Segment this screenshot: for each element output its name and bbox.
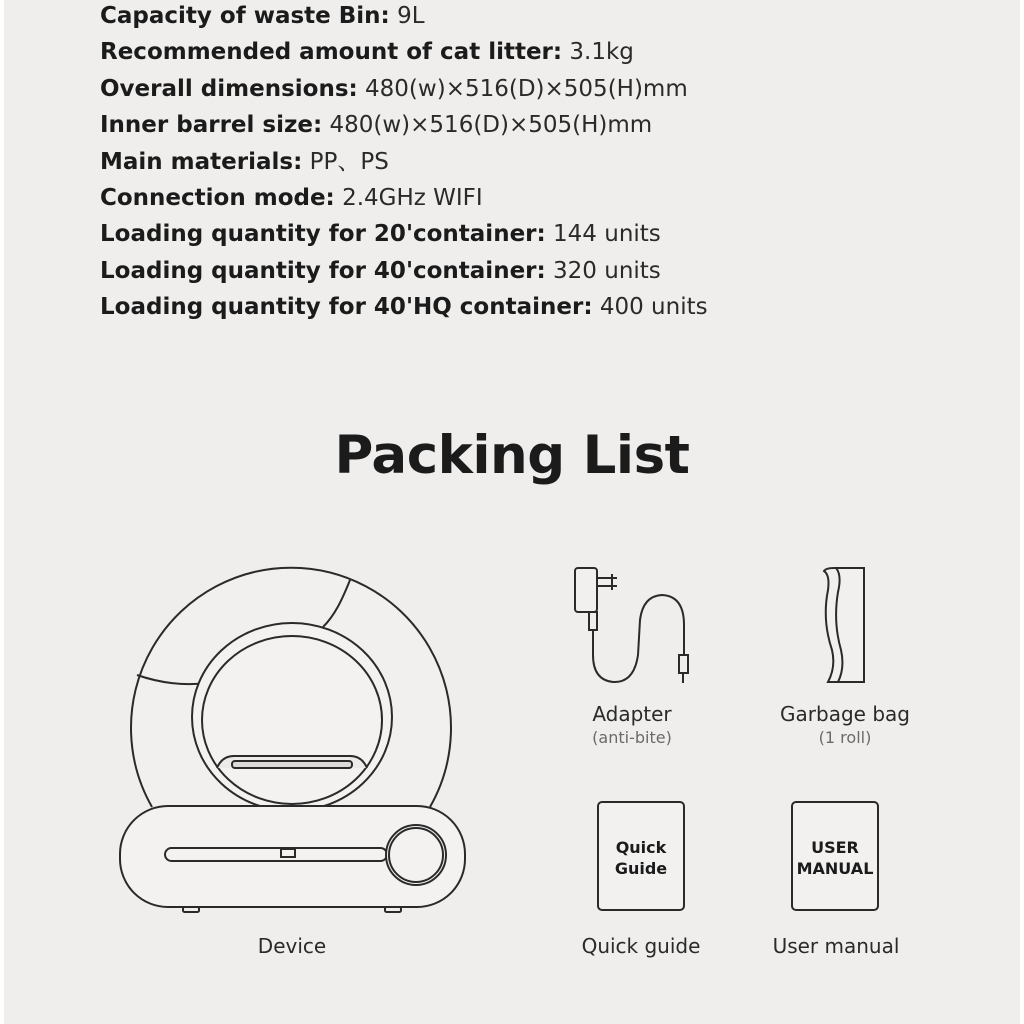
- spec-label: Capacity of waste Bin:: [100, 3, 390, 29]
- packing-list-title: Packing List: [334, 425, 690, 486]
- spec-label: Connection mode:: [100, 184, 335, 211]
- spec-value: 3.1kg: [569, 39, 634, 66]
- spec-value: 9L: [397, 3, 425, 29]
- spec-value: 480(w)×516(D)×505(H)mm: [365, 75, 688, 102]
- user-manual-cover-text: [793, 837, 877, 879]
- user-manual-booklet: [791, 801, 879, 911]
- adapter-illustration: [575, 568, 688, 683]
- user-manual-caption: User manual: [772, 934, 900, 958]
- quick-guide-cover-line2: Guide: [614, 859, 668, 878]
- garbage-bag-illustration: [824, 568, 864, 682]
- spec-label: Loading quantity for 40'container:: [100, 257, 546, 284]
- spec-value: 480(w)×516(D)×505(H)mm: [329, 112, 653, 139]
- spec-label: Loading quantity for 20'container:: [100, 221, 546, 248]
- device-illustration: [120, 568, 465, 912]
- quick-guide-booklet: [597, 801, 685, 911]
- spec-label: Loading quantity for 40'HQ container:: [100, 294, 593, 321]
- spec-value: 400 units: [599, 294, 708, 321]
- device-caption: Device: [257, 934, 327, 958]
- quick-guide-caption: Quick guide: [581, 934, 701, 958]
- adapter-caption: Adapter: [592, 702, 672, 726]
- spec-value: PP、PS: [309, 148, 389, 175]
- user-manual-cover-line1: USER: [811, 838, 859, 857]
- quick-guide-cover-text: [599, 837, 683, 879]
- user-manual-cover-line2: MANUAL: [796, 859, 874, 878]
- spec-label: Inner barrel size:: [100, 112, 323, 139]
- spec-label: Main materials:: [100, 148, 303, 175]
- spec-label: Recommended amount of cat litter:: [100, 39, 563, 66]
- spec-label: Overall dimensions:: [100, 75, 358, 102]
- spec-value: 144 units: [553, 221, 661, 248]
- garbage-bag-caption: Garbage bag: [780, 702, 910, 726]
- spec-value: 2.4GHz WIFI: [342, 184, 483, 211]
- spec-value: 320 units: [553, 257, 661, 284]
- quick-guide-cover-line1: Quick: [615, 838, 667, 857]
- garbage-bag-note: (1 roll): [818, 728, 872, 747]
- adapter-note: (anti-bite): [592, 728, 672, 747]
